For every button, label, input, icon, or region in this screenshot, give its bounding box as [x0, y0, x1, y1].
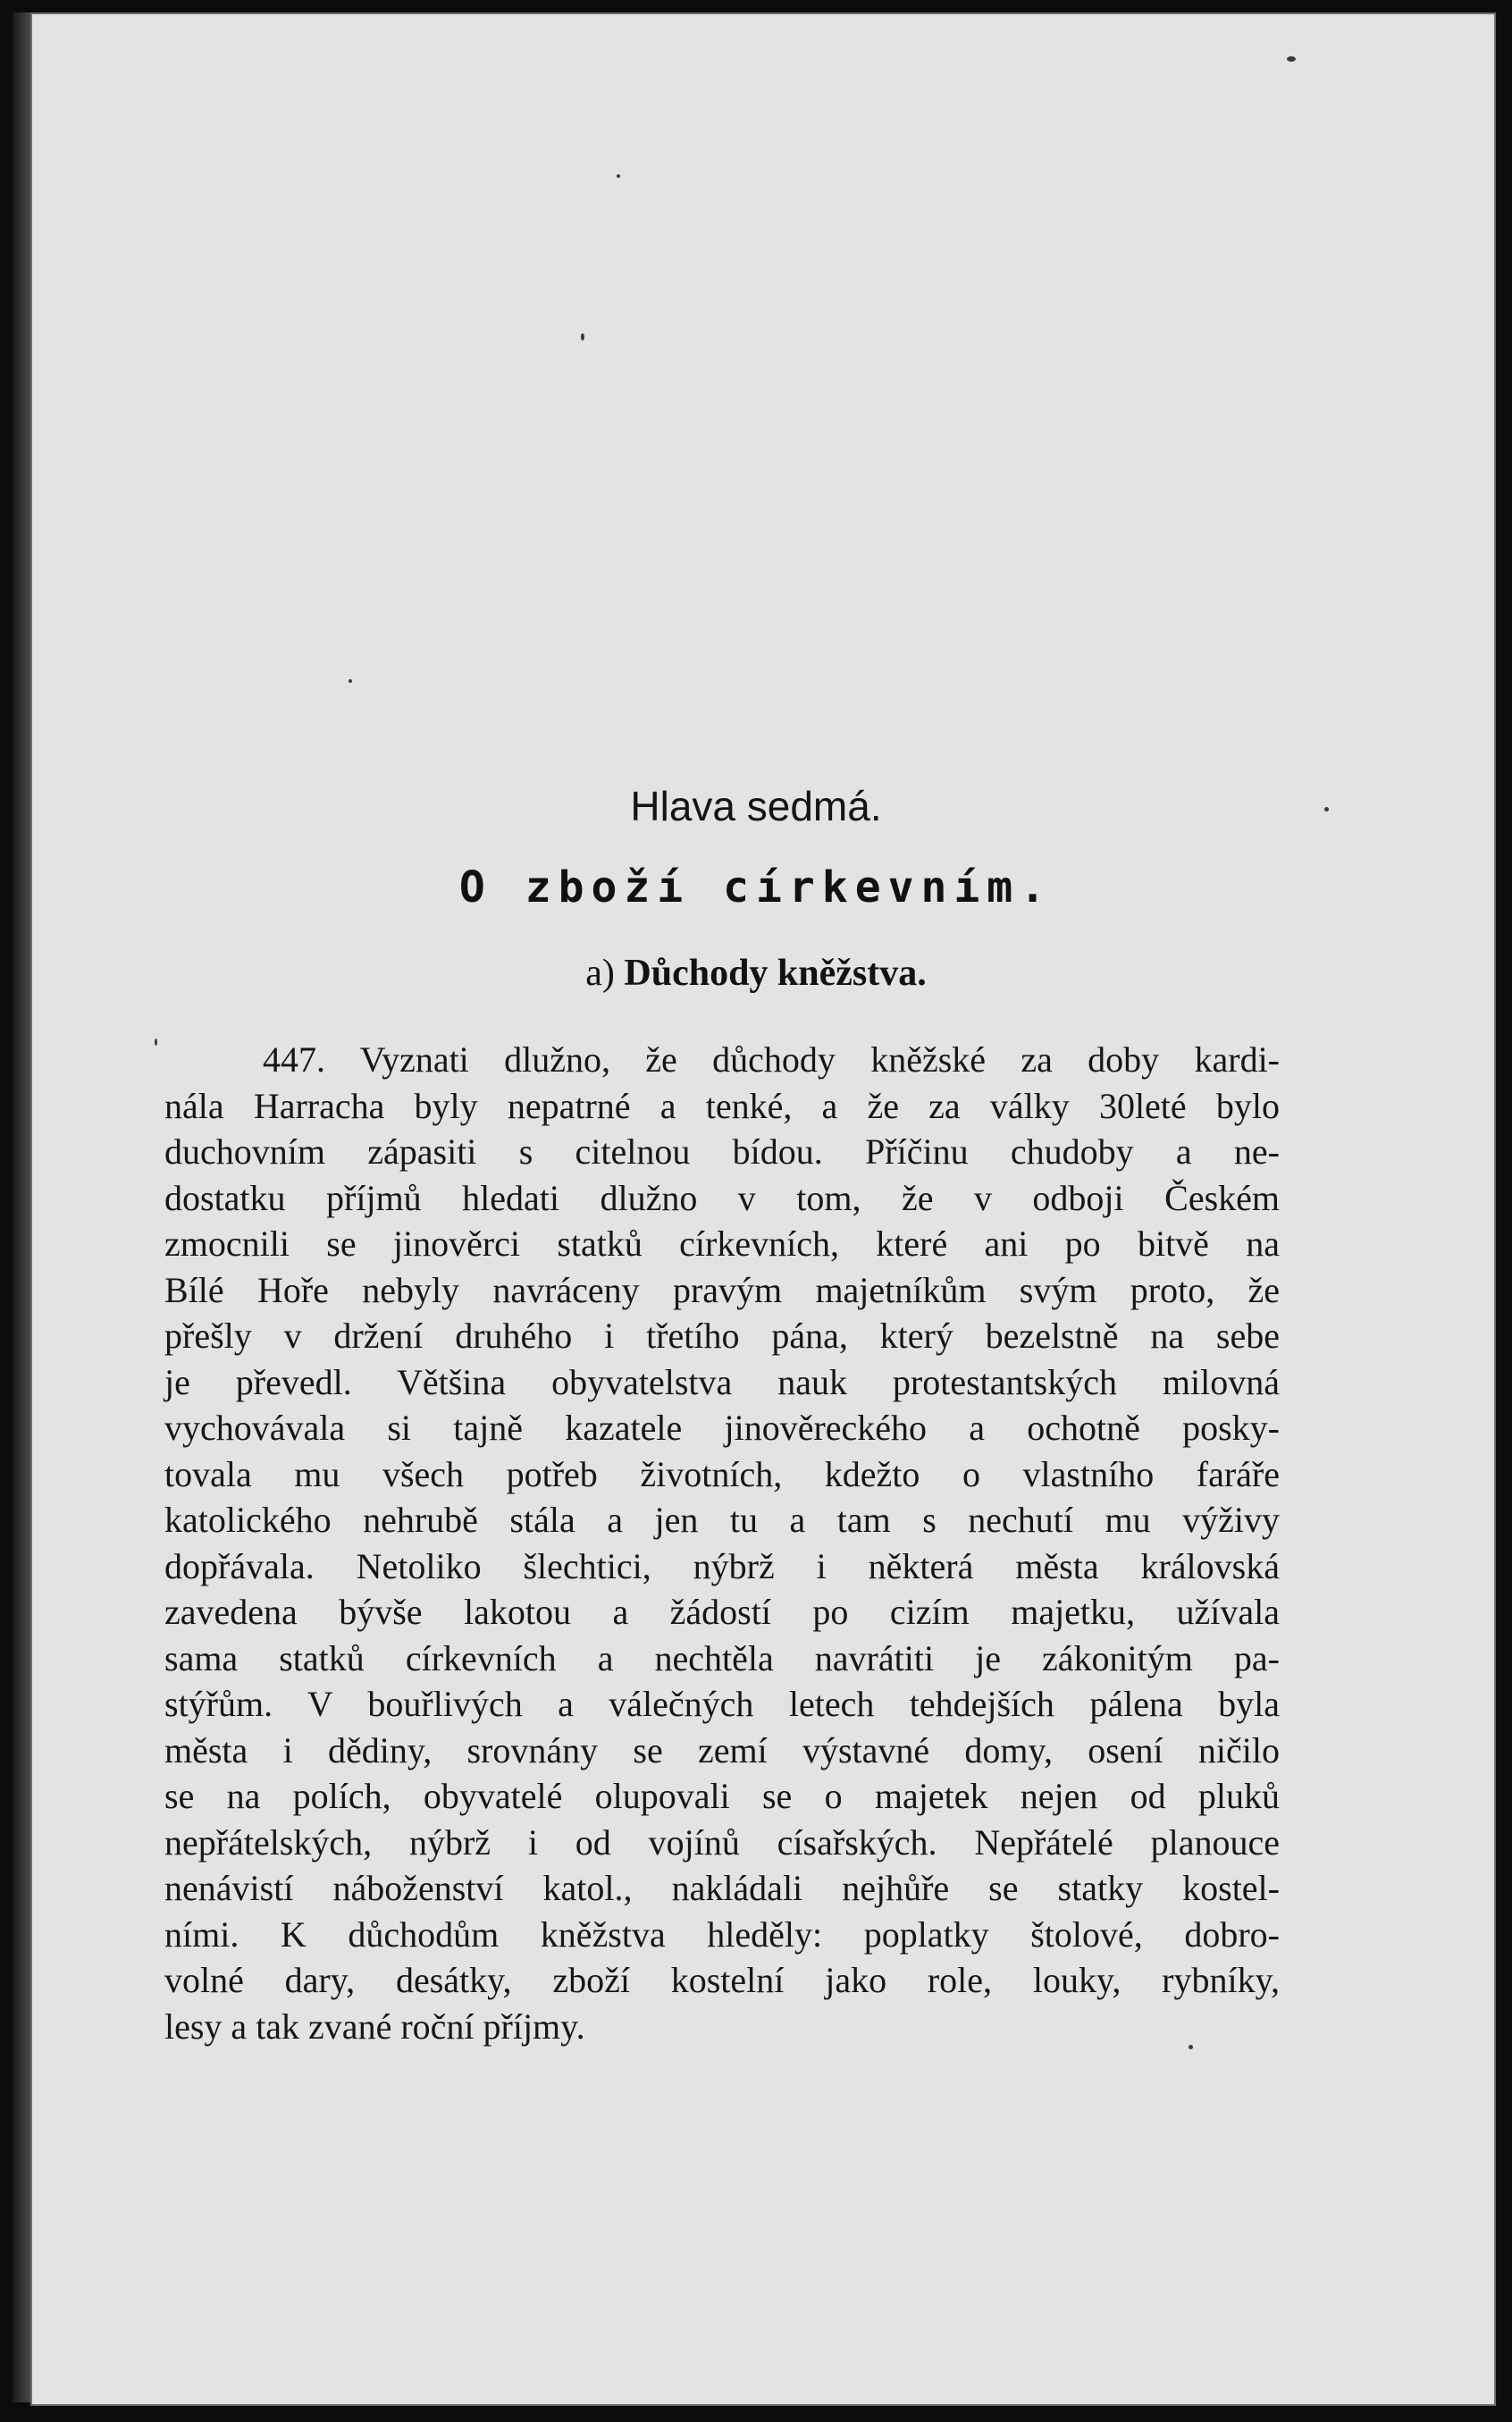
text-line: sama statků církevních a nechtěla navrátiti je zákonitým pa-: [164, 1637, 1280, 1678]
scan-speck: [1287, 56, 1296, 62]
text-line: ními. K důchodům kněžstva hleděly: poplatky štolové, dobro-: [164, 1913, 1280, 1955]
text-line: nenávistí náboženství katol., nakládali nejhůře se statky kostel-: [164, 1868, 1280, 1908]
text-line: lesy a tak zvané roční příjmy.: [164, 2006, 585, 2047]
text-line: se na polích, obyvatelé olupovali se o majetek nejen od pluků: [164, 1776, 1280, 1816]
scan-speck: [581, 333, 584, 341]
text-line: volné dary, desátky, zboží kostelní jako role, louky, rybníky,: [164, 1960, 1280, 2000]
text-line: stýřům. V bouřlivých a válečných letech tehdejších pálena byla: [164, 1684, 1280, 1724]
text-line: tovala mu všech potřeb životních, kdežto o vlastního faráře: [164, 1453, 1280, 1494]
text-line: zmocnili se jinověrci statků církevních, které ani po bitvě na: [164, 1224, 1280, 1264]
text-line: katolického nehrubě stála a jen tu a tam s nechutí mu výživy: [164, 1500, 1280, 1540]
subsection-heading: [0, 952, 1512, 995]
text-line: je převedl. Většina obyvatelstva nauk protestantských milovná: [164, 1361, 1280, 1402]
scan-speck: [617, 174, 620, 178]
chapter-heading: Hlava sedmá.: [630, 783, 882, 829]
scan-speck: [349, 679, 352, 683]
subsection-title-text: Důchody kněžstva.: [624, 953, 927, 994]
text-line: vychovávala si tajně kazatele jinověreckého a ochotně posky-: [164, 1408, 1280, 1448]
text-line: dopřávala. Netoliko šlechtici, nýbrž i některá města královská: [164, 1545, 1280, 1586]
text-line: Bílé Hoře nebyly navráceny pravým majetníkům svým proto, že: [164, 1269, 1280, 1310]
text-line: zavedena bývše lakotou a žádostí po cizím majetku, užívala: [164, 1592, 1280, 1632]
section-heading: O zboží církevním.: [458, 862, 1054, 912]
text-line: duchovním zápasiti s citelnou bídou. Příčinu chudoby a ne-: [164, 1131, 1280, 1172]
text-line: nála Harracha byly nepatrné a tenké, a že za války 30leté bylo: [164, 1085, 1280, 1126]
scan-speck: [155, 1039, 157, 1046]
paragraph-number: 447.: [263, 1039, 325, 1080]
subsection-label: a): [585, 953, 615, 994]
text-line: města i dědiny, srovnány se zemí výstavné domy, osení ničilo: [164, 1729, 1280, 1770]
text-line: 447. Vyznati dlužno, že důchody kněžské za doby kardi-: [263, 1039, 1280, 1080]
paragraph-447: [164, 1037, 1280, 2049]
text-line: dostatku příjmů hledati dlužno v tom, že v odboji Českém: [164, 1177, 1280, 1218]
text-line: přešly v držení druhého i třetího pána, který bezelstně na sebe: [164, 1316, 1280, 1356]
page-edge-shadow: [13, 13, 30, 2402]
text-line: nepřátelských, nýbrž i od vojínů císařských. Nepřátelé planouce: [164, 1821, 1280, 1863]
